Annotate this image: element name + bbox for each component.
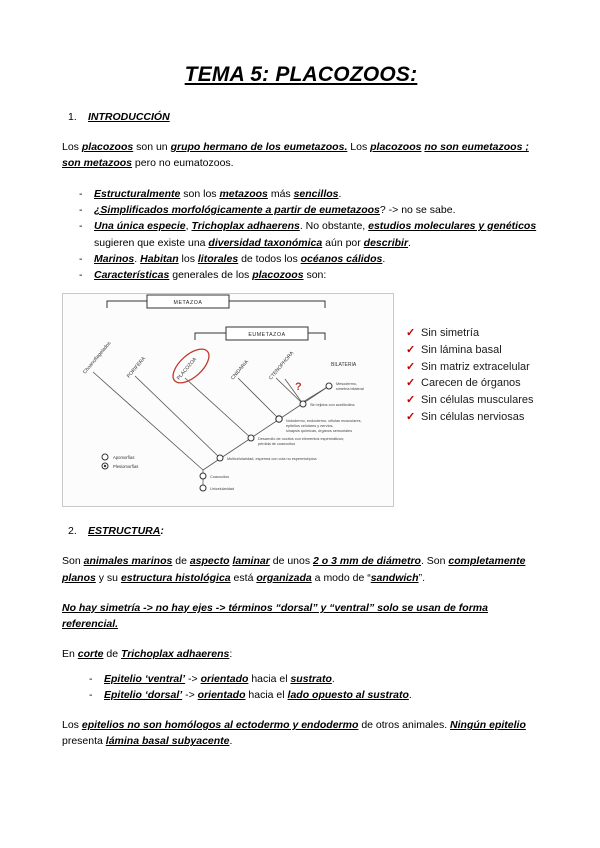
text-fragment: son: (303, 269, 327, 282)
text-fragment: Los (62, 719, 82, 732)
text-fragment: hacia el (248, 672, 291, 685)
node-annotation: sinapsis químicas, órganos sensoriales (286, 429, 353, 434)
taxon-label-ctenophora: CTENOPHORA (267, 350, 296, 382)
emphasis: animales marinos (83, 555, 173, 568)
node-annotation: Mesodermo, (336, 382, 358, 387)
emphasis: Trichoplax adhaerens (191, 220, 300, 233)
list-item (62, 202, 540, 218)
taxon-label-cnidaria: CNIDARIA (229, 359, 250, 382)
list-item (62, 186, 540, 202)
text-fragment: está (230, 571, 257, 584)
bullet-dash: - (89, 672, 93, 685)
checklist-item (406, 392, 540, 409)
text-fragment: pero no eumatozoos. (132, 157, 234, 170)
emphasis: Epitelio ‘dorsal’ (104, 688, 183, 701)
checklist-item-label: Sin simetría (421, 327, 480, 340)
emphasis: organizada (256, 571, 312, 584)
text-fragment: Son (62, 555, 84, 568)
intro-paragraph (62, 139, 540, 172)
check-icon: ✓ (406, 410, 416, 423)
text-fragment: son los (180, 187, 220, 200)
uncertainty-question-mark: ? (295, 381, 302, 394)
taxon-label-bilateria: BILATERIA (331, 362, 357, 369)
emphasis: corte (77, 648, 104, 661)
taxon-labels (82, 340, 357, 381)
emphasis: no son eumetazoos ; son metazoos (62, 141, 529, 170)
check-icon: ✓ (406, 327, 416, 340)
section-heading-introduccion (62, 111, 540, 123)
corte-intro-line (62, 646, 540, 662)
emphasis: orientado (200, 672, 249, 685)
text-fragment: hacia el (245, 688, 288, 701)
node-marker (248, 435, 254, 441)
text-fragment: ”. (418, 571, 425, 584)
text-fragment: a modo de “ (311, 571, 371, 584)
cladogram-svg (63, 294, 393, 506)
check-icon: ✓ (406, 344, 416, 357)
checklist-item (406, 342, 540, 359)
emphasis: Estructuralmente (94, 187, 181, 200)
emphasis: estudios moleculares y genéticos (368, 220, 537, 233)
node-annotation: pérdida de coanocitos (258, 442, 296, 447)
text-fragment: y su (95, 571, 121, 584)
emphasis: placozoos (370, 141, 422, 154)
checklist-item-label: Carecen de órganos (421, 377, 521, 390)
text-fragment: de (172, 555, 190, 568)
emphasis: lámina basal subyacente (105, 735, 230, 748)
node-annotation: Multicelularidad, esperma con cola no espermiotípica (227, 457, 317, 462)
cladogram-legend (102, 454, 138, 469)
list-item (62, 687, 540, 703)
page-title: TEMA 5: PLACOZOOS: (184, 63, 418, 86)
list-item (62, 251, 540, 267)
emphasis: Ningún epitelio (450, 719, 526, 732)
group-box-eumetazoa-label: EUMETAZOA (248, 332, 286, 339)
emphasis: describir (363, 236, 409, 249)
checklist-item-label: Sin células musculares (421, 394, 534, 407)
node-annotation: Sin tejidos con acetilcolina (310, 403, 355, 408)
intro-bullet-list (62, 186, 540, 284)
emphasis: epitelios no son homólogos al ectodermo y endodermo (81, 719, 359, 732)
taxon-label-choanoflagelados: Choanoflagelados (81, 340, 113, 376)
text-fragment: . Son (420, 555, 449, 568)
bullet-dash: - (79, 220, 83, 233)
text-fragment: . (134, 252, 141, 265)
check-icon: ✓ (406, 377, 416, 390)
check-icon: ✓ (406, 360, 416, 373)
emphasis: laminar (232, 555, 270, 568)
emphasis: grupo hermano de los eumetazoos. (170, 141, 348, 154)
checklist-item (406, 359, 540, 376)
node-marker (276, 416, 282, 422)
text-fragment: . No obstante, (299, 220, 369, 233)
legend-open-circle-icon (102, 454, 108, 460)
checklist-item (406, 375, 540, 392)
text-fragment: . (382, 252, 386, 265)
bullet-dash: - (79, 203, 83, 216)
text-fragment: . (408, 688, 412, 701)
text-fragment: Los (347, 141, 371, 154)
text-fragment: generales de los (169, 269, 253, 282)
emphasis: completamente planos (62, 555, 526, 584)
checklist-item-label: Sin matriz extracelular (421, 360, 530, 373)
legend-filled-circle-dot (104, 465, 106, 467)
node-marker (217, 455, 223, 461)
text-fragment: más (267, 187, 294, 200)
text-fragment: En (62, 648, 78, 661)
emphasis: litorales (197, 252, 239, 265)
node-marker (200, 485, 206, 491)
bullet-dash: - (79, 252, 83, 265)
section-label-suffix: : (160, 525, 164, 538)
text-fragment: . (229, 735, 233, 748)
bullet-dash: - (89, 688, 93, 701)
taxon-label-placozoa: PLACOZOA (175, 356, 199, 382)
emphasis: aspecto (189, 555, 230, 568)
emphasis: diversidad taxonómica (208, 236, 323, 249)
node-annotation: simetría bilateral (336, 387, 364, 392)
text-fragment: : (229, 648, 233, 661)
node-marker (300, 401, 306, 407)
emphasis: metazoos (219, 187, 268, 200)
node-annotation: epitelios celulares y nervios, (286, 424, 334, 429)
emphasis: estructura histológica (120, 571, 231, 584)
text-fragment: , (185, 220, 192, 233)
text-fragment: presenta (62, 735, 106, 748)
text-fragment: -> (185, 672, 201, 685)
checklist-item-label: Sin células nerviosas (421, 410, 525, 423)
text-fragment: Los (62, 141, 82, 154)
emphasis: ¿Simplificados morfológicamente a partir de eumetazoos (94, 203, 380, 216)
emphasis: Una única especie (94, 220, 186, 233)
emphasis: sencillos (293, 187, 339, 200)
emphasis: Marinos (94, 252, 135, 265)
legend-label-plesiomorfias: Plesiomorfías (113, 464, 139, 470)
emphasis: placozoos (81, 141, 134, 154)
node-marker (326, 383, 332, 389)
taxon-label-porifera: PORIFERA (125, 356, 147, 380)
node-annotation: Unicelularidad (210, 487, 235, 492)
node-annotation: Desarrollo de oocitos con elementos espermáticos; (258, 437, 345, 442)
text-fragment: . (338, 187, 342, 200)
emphasis: océanos cálidos (300, 252, 383, 265)
emphasis: sustrato (290, 672, 332, 685)
section-number: 2. (68, 525, 77, 538)
list-item (62, 267, 540, 283)
node-annotation: Notodermo, endodermo, células musculares, (286, 419, 362, 424)
text-fragment: . (331, 672, 335, 685)
legend-label-apomorfias: Apomorfías (113, 455, 135, 461)
group-box-metazoa-label: METAZOA (173, 300, 203, 307)
emphasis: Características (94, 269, 170, 282)
section-heading-estructura (62, 525, 540, 537)
corte-bullet-list (62, 671, 540, 704)
list-item (62, 218, 540, 251)
node-annotation: Coanocitos (210, 475, 229, 480)
text-fragment: de (103, 648, 121, 661)
estructura-highlight-line (62, 600, 540, 633)
node-marker (200, 473, 206, 479)
emphasis: 2 o 3 mm de diámetro (313, 555, 421, 568)
emphasis: placozoos (252, 269, 304, 282)
cladogram-figure (62, 293, 394, 507)
text-fragment: sugieren que existe una (94, 236, 209, 249)
text-fragment: de todos los (238, 252, 301, 265)
text-fragment: aún por (322, 236, 364, 249)
figure-and-checklist-row (62, 293, 540, 507)
emphasis: No hay simetría -> no hay ejes -> términos “dorsal” y “ventral” solo se usan de forma referencial. (62, 601, 488, 631)
checklist-item-label: Sin lámina basal (421, 344, 502, 357)
checklist-item (406, 409, 540, 426)
text-fragment: de unos (269, 555, 314, 568)
text-fragment: los (178, 252, 198, 265)
section-label: INTRODUCCIÓN (88, 111, 170, 124)
text-fragment: de otros animales. (358, 719, 451, 732)
check-icon: ✓ (406, 394, 416, 407)
list-item (62, 671, 540, 687)
cladogram-nodes (200, 382, 364, 491)
estructura-paragraph-1 (62, 553, 540, 586)
emphasis: orientado (197, 688, 246, 701)
emphasis: lado opuesto al sustrato (287, 688, 409, 701)
text-fragment: son un (133, 141, 171, 154)
emphasis: Habitan (140, 252, 179, 265)
emphasis: Trichoplax adhaerens (120, 648, 230, 661)
characteristics-checklist (406, 293, 540, 425)
emphasis: Epitelio ‘ventral’ (104, 672, 186, 685)
checklist-item (406, 325, 540, 342)
section-number: 1. (68, 111, 77, 124)
text-fragment: ? -> no se sabe. (379, 203, 456, 216)
emphasis: sandwich (370, 571, 419, 584)
bullet-dash: - (79, 187, 83, 200)
bullet-dash: - (79, 269, 83, 282)
text-fragment: . (408, 236, 411, 249)
section-label: ESTRUCTURA (88, 525, 161, 538)
text-fragment: -> (182, 688, 198, 701)
estructura-paragraph-2 (62, 717, 540, 750)
